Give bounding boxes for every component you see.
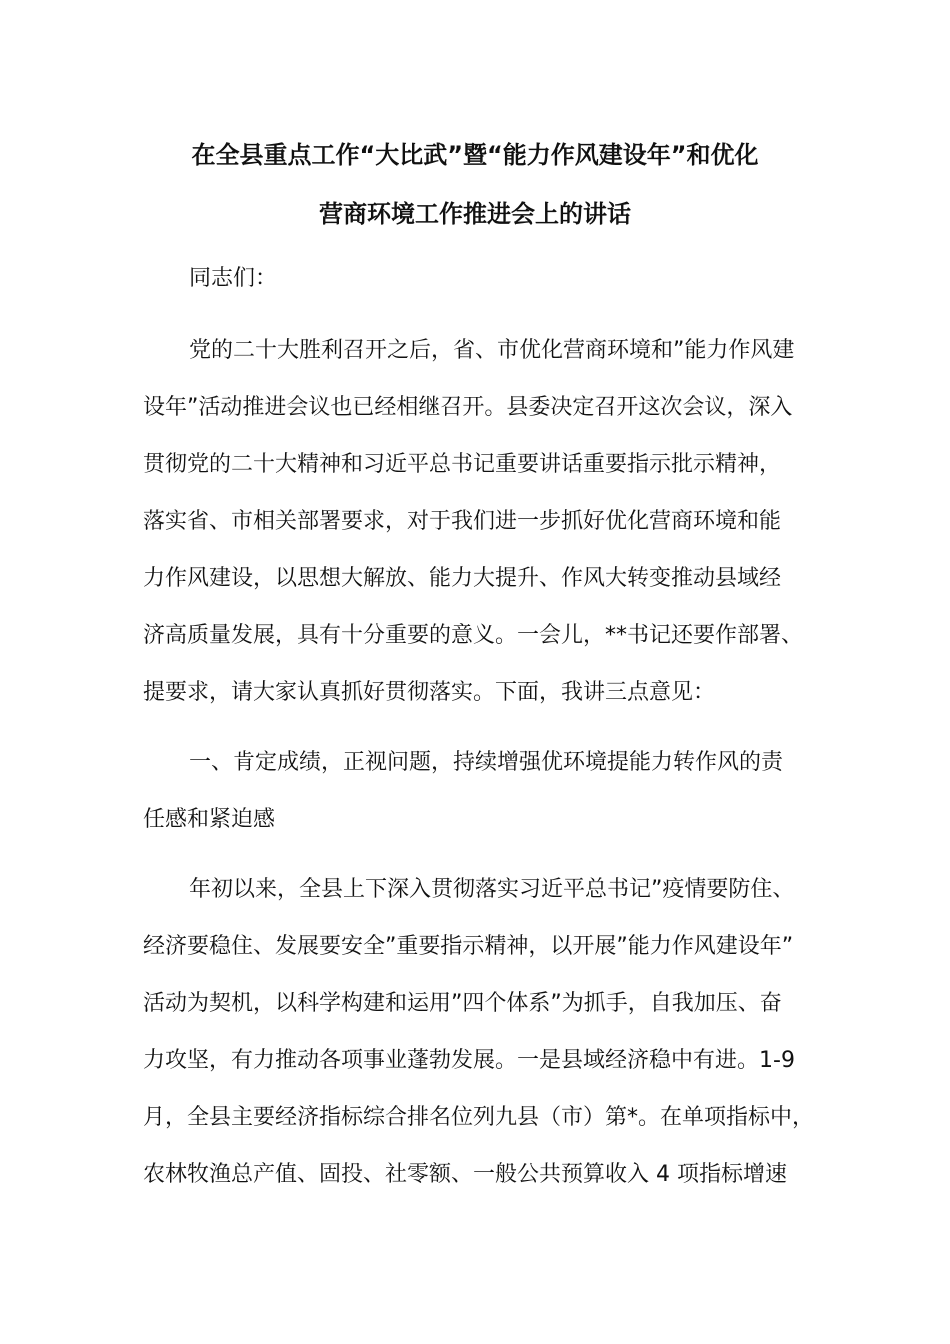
- paragraph2-line-3: 活动为契机，以科学构建和运用”四个体系”为抓手，自我加压、奋: [143, 991, 782, 1016]
- heading1-line-1: 一、肯定成绩，正视问题，持续增强优环境提能力转作风的责: [189, 750, 784, 775]
- paragraph2-line-5: 月，全县主要经济指标综合排名位列九县（市）第*。在单项指标中，: [143, 1105, 815, 1130]
- paragraph1-line-2: 设年”活动推进会议也已经相继召开。县委决定召开这次会议，深入: [143, 395, 793, 420]
- paragraph1-line-3: 贯彻党的二十大精神和习近平总书记重要讲话重要指示批示精神，: [143, 452, 782, 477]
- paragraph1-line-5: 力作风建设，以思想大解放、能力大提升、作风大转变推动县域经: [143, 566, 782, 591]
- paragraph2-line-4: 力攻坚，有力推动各项事业蓬勃发展。一是县域经济稳中有进。1-9: [143, 1048, 795, 1073]
- paragraph1-line-1: 党的二十大胜利召开之后，省、市优化营商环境和”能力作风建: [189, 338, 795, 363]
- paragraph1-line-4: 落实省、市相关部署要求，对于我们进一步抓好优化营商环境和能: [143, 509, 782, 534]
- paragraph2-line-1: 年初以来，全县上下深入贯彻落实习近平总书记”疫情要防住、: [189, 877, 795, 902]
- paragraph2-line-6: 农林牧渔总产值、固投、社零额、一般公共预算收入 4 项指标增速: [143, 1162, 787, 1187]
- title-line-2: 营商环境工作推进会上的讲话: [319, 200, 631, 228]
- paragraph1-line-6: 济高质量发展，具有十分重要的意义。一会儿，**书记还要作部署、: [143, 623, 804, 648]
- paragraph1-line-7: 提要求，请大家认真抓好贯彻落实。下面，我讲三点意见：: [143, 680, 716, 705]
- paragraph2-line-2: 经济要稳住、发展要安全”重要指示精神，以开展”能力作风建设年”: [143, 934, 794, 959]
- title-line-1: 在全县重点工作“大比武”暨“能力作风建设年”和优化: [191, 141, 759, 169]
- salutation: 同志们：: [189, 266, 278, 291]
- heading1-line-2: 任感和紧迫感: [143, 807, 276, 832]
